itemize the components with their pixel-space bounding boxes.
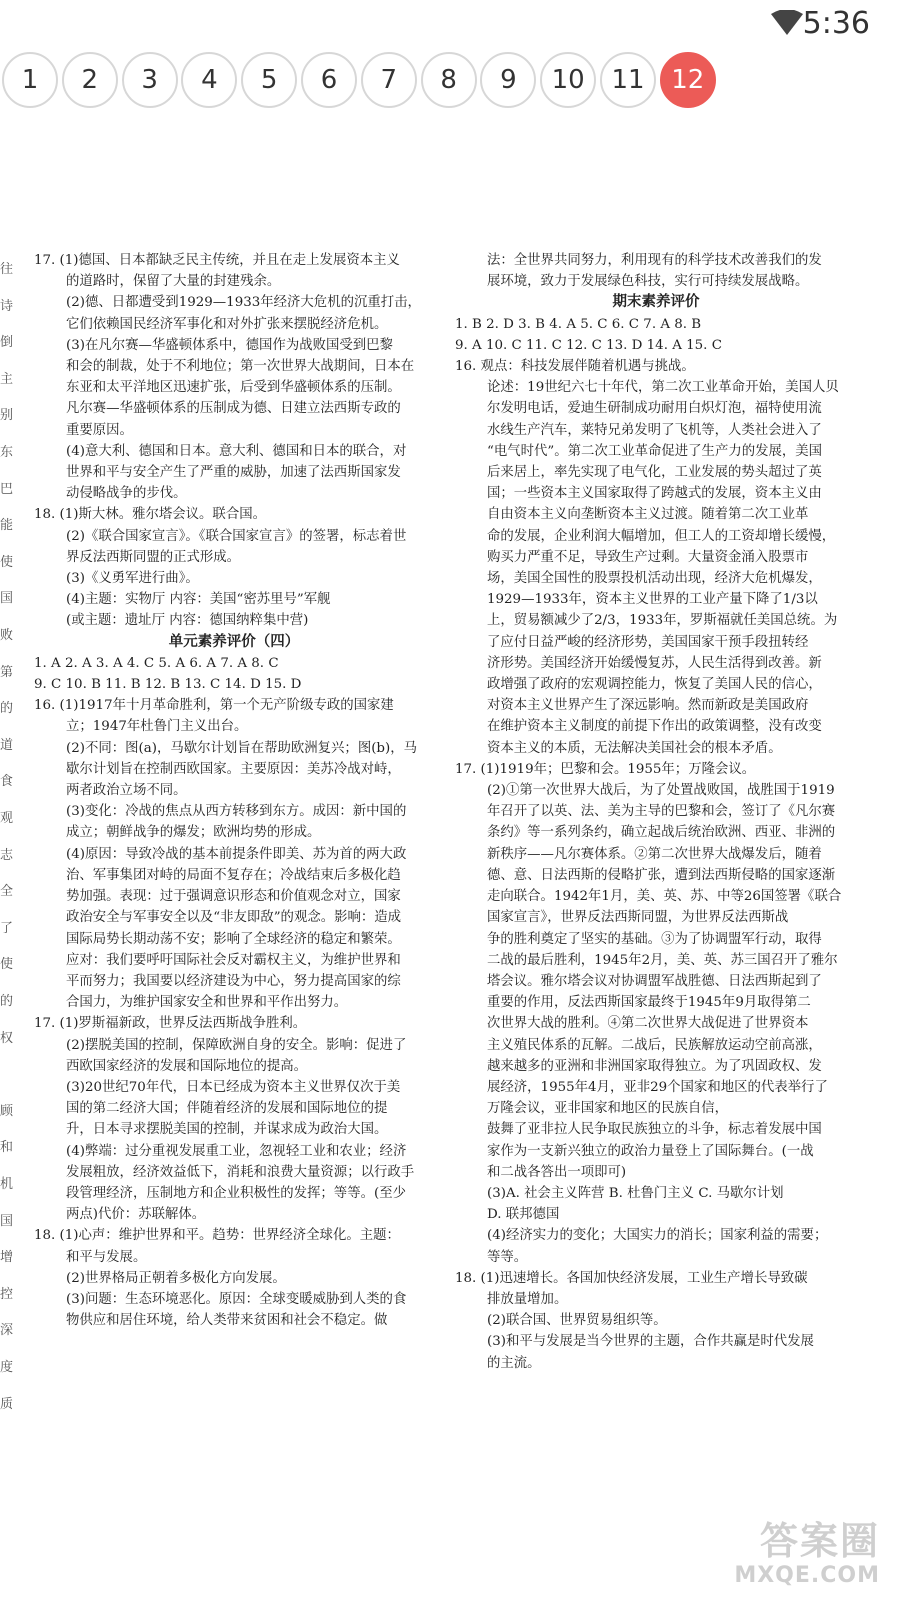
margin-fragment: 的 [0, 701, 14, 717]
text-line: 成立；朝鲜战争的爆发；欧洲均势的形成。 [66, 825, 321, 841]
text-line: 17. (1)1919年；巴黎和会。1955年；万隆会议。 [455, 761, 756, 777]
text-line: 17. (1)德国、日本都缺乏民主传统，并且在走上发展资本主义 [34, 253, 400, 268]
margin-fragment: 国 [0, 1213, 14, 1229]
page-button-2[interactable]: 2 [62, 52, 118, 108]
text-line: 塔会议。雅尔塔会议对协调盟军战胜德、日法西斯起到了 [487, 973, 822, 989]
text-line: (2)联合国、世界贸易组织等。 [487, 1313, 667, 1329]
text-line: 尔发明电话，爱迪生研制成功耐用白炽灯泡，福特使用流 [487, 401, 822, 417]
text-line: 排放量增加。 [487, 1291, 568, 1307]
margin-fragment: 志 [0, 847, 14, 863]
text-line: 国的第二经济大国；伴随着经济的发展和国际地位的提 [66, 1101, 388, 1117]
margin-fragment: 东 [0, 445, 14, 460]
text-line: (4)主题：实物厅 内容：美国“密苏里号”军舰 [66, 592, 331, 608]
text-line: (3)和平与发展是当今世界的主题，合作共赢是时代发展 [487, 1334, 814, 1350]
margin-fragment: 别 [0, 408, 14, 424]
margin-fragment: 使 [0, 957, 14, 973]
margin-fragment: 权 [0, 1030, 14, 1046]
margin-fragment: 深 [0, 1323, 14, 1339]
margin-fragment: 诗 [0, 298, 14, 314]
margin-fragment: 食 [0, 774, 14, 790]
text-line: 1. A 2. A 3. A 4. C 5. A 6. A 7. A 8. C [34, 655, 279, 671]
text-line: 对资本主义世界产生了深远影响。然而新政是美国政府 [487, 698, 809, 714]
page-button-3[interactable]: 3 [122, 52, 178, 108]
text-line: 16. 观点：科技发展伴随着机遇与挑战。 [455, 359, 695, 375]
text-line: 发展粗放，经济效益低下，消耗和浪费大量资源；以行政手 [66, 1164, 415, 1180]
margin-fragment: 顾 [0, 1103, 14, 1119]
text-line: (4)原因：导致冷战的基本前提条件即美、苏为首的两大政 [66, 846, 407, 862]
text-line: 物供应和居住环境，给人类带来贫困和社会不稳定。做 [66, 1313, 388, 1329]
left-column [34, 250, 434, 1331]
text-line: 年召开了以英、法、美为主导的巴黎和会，签订了《凡尔赛 [487, 804, 836, 820]
margin-fragment: 道 [0, 737, 14, 753]
text-line: 条约》等一系列条约，确立起战后统治欧洲、西亚、非洲的 [487, 825, 836, 841]
margin-fragment: 能 [0, 518, 14, 534]
text-line: 政治安全与军事安全以及“非友即敌”的观念。影响：造成 [66, 910, 402, 926]
text-line: 新秩序——凡尔赛体系。②第二次世界大战爆发后，随着 [487, 846, 822, 862]
margin-fragment: 第 [0, 664, 14, 680]
text-line: 鼓舞了亚非拉人民争取民族独立的斗争，标志着发展中国 [487, 1122, 822, 1138]
text-line: 1929—1933年，资本主义世界的工业产量下降了1/3以 [487, 592, 818, 608]
text-line: 重要原因。 [66, 422, 133, 438]
text-line: 两点)代价：苏联解体。 [66, 1207, 206, 1223]
text-line: 西欧国家经济的发展和国际地位的提高。 [66, 1058, 308, 1074]
margin-fragment: 增 [0, 1250, 14, 1266]
text-line: 场，美国全国性的股票投机活动出现，经济大危机爆发， [487, 571, 822, 587]
right-column [455, 250, 857, 1374]
text-line: (3)20世纪70年代，日本已经成为资本主义世界仅次于美 [66, 1079, 401, 1095]
text-line: 合国力，为维护国家安全和世界和平作出努力。 [66, 995, 348, 1011]
text-line: 重要的作用，反法西斯国家最终于1945年9月取得第二 [487, 995, 811, 1011]
text-line: 上，贸易额减少了2/3，1933年，罗斯福就任美国总统。为 [487, 613, 838, 629]
text-line: (3)变化：冷战的焦点从西方转移到东方。成因：新中国的 [66, 804, 407, 820]
text-line: 在维护资本主义制度的前提下作出的政策调整，没有改变 [487, 719, 822, 735]
text-line: 自由资本主义向垄断资本主义过渡。随着第二次工业革 [487, 507, 809, 523]
margin-fragment: 巴 [0, 481, 14, 497]
text-line: 动侵略战争的步伐。 [66, 486, 187, 502]
text-line: 它们依赖国民经济军事化和对外扩张来摆脱经济危机。 [66, 316, 388, 332]
text-line: 展环境，致力于发展绿色科技，实行可持续发展战略。 [487, 274, 809, 290]
page-button-9[interactable]: 9 [480, 52, 536, 108]
wifi-icon [770, 10, 804, 36]
margin-fragment: 往 [0, 262, 14, 277]
text-line: 济形势。美国经济开始缓慢复苏，人民生活得到改善。新 [487, 655, 822, 671]
status-bar [0, 0, 900, 48]
text-line: 争的胜利奠定了坚实的基础。③为了协调盟军行动，取得 [487, 931, 822, 947]
text-line: (2)《联合国家宣言》。《联合国家宣言》的签署，标志着世 [66, 528, 407, 544]
text-line: (4)意大利、德国和日本。意大利、德国和日本的联合，对 [66, 443, 407, 459]
answer-document-image [0, 250, 900, 1600]
text-line: (或主题：遗址厅 内容：德国纳粹集中营) [66, 613, 309, 629]
text-line: (3)《义勇军进行曲》。 [66, 571, 199, 587]
text-line: 国；一些资本主义国家取得了跨越式的发展，资本主义由 [487, 486, 822, 502]
text-line: 9. C 10. B 11. B 12. B 13. C 14. D 15. D [34, 677, 302, 693]
margin-fragment: 和 [0, 1140, 14, 1156]
text-line: 和平与发展。 [66, 1249, 147, 1265]
page-navigation [0, 50, 900, 112]
text-line: 资本主义的本质，无法解决美国社会的根本矛盾。 [487, 740, 782, 756]
page-button-10[interactable]: 10 [540, 52, 596, 108]
text-line: (3)在凡尔赛—华盛顿体系中，德国作为战败国受到巴黎 [66, 337, 393, 353]
margin-fragment: 机 [0, 1177, 14, 1192]
margin-fragment: 使 [0, 554, 14, 570]
text-line: “电气时代”。第二次工业革命促进了生产力的发展，美国 [487, 443, 823, 459]
text-line: 论述：19世纪六七十年代，第二次工业革命开始，美国人贝 [487, 380, 839, 396]
text-line: 万隆会议，亚非国家和地区的民族自信， [487, 1101, 729, 1117]
text-line: 歇尔计划旨在控制西欧国家。主要原因：美苏冷战对峙， [66, 761, 401, 777]
text-line: 段管理经济，压制地方和企业积极性的发挥；等等。(至少 [66, 1185, 406, 1201]
text-line: (2)世界格局正朝着多极化方向发展。 [66, 1270, 286, 1286]
text-line: 家作为一支新兴独立的政治力量登上了国际舞台。(一战 [487, 1143, 814, 1159]
text-line: 的主流。 [487, 1355, 541, 1371]
text-line: 主义殖民体系的瓦解。二战后，民族解放运动空前高涨， [487, 1037, 822, 1053]
page-button-6[interactable]: 6 [301, 52, 357, 108]
text-line: 国家宣言》，世界反法西斯同盟，为世界反法西斯战 [487, 910, 789, 926]
text-line: 了应付日益严峻的经济形势，美国国家干预手段扭转经 [487, 634, 809, 650]
page-button-4[interactable]: 4 [181, 52, 237, 108]
text-line: 平而努力；我国要以经济建设为中心，努力提高国家的综 [66, 973, 401, 989]
margin-fragment: 倒 [0, 335, 14, 351]
text-line: 德、意、日法西斯的侵略扩张，遭到法西斯侵略的国家逐渐 [487, 867, 836, 883]
text-line: 国际局势长期动荡不安；影响了全球经济的稳定和繁荣。 [66, 931, 401, 947]
page-button-5[interactable]: 5 [241, 52, 297, 108]
text-line: 凡尔赛—华盛顿体系的压制成为德、日建立法西斯专政的 [66, 401, 401, 417]
text-line: (3)A. 社会主义阵营 B. 杜鲁门主义 C. 马歇尔计划 [487, 1185, 784, 1201]
text-line: 后来居上，率先实现了电气化，工业发展的势头超过了英 [487, 465, 822, 481]
status-time: 5:36 [802, 6, 870, 41]
text-line: 两者政治立场不同。 [66, 783, 187, 799]
text-line: (4)弊端：过分重视发展重工业，忽视轻工业和农业；经济 [66, 1143, 407, 1159]
text-line: 法：全世界共同努力，利用现有的科学技术改善我们的发 [487, 253, 822, 268]
margin-fragment: 观 [0, 811, 14, 826]
text-line: 展经济，1955年4月，亚非29个国家和地区的代表举行了 [487, 1079, 828, 1095]
text-line: 和二战各答出一项即可) [487, 1164, 627, 1180]
margin-fragment: 度 [0, 1360, 14, 1375]
text-line: 18. (1)心声：维护世界和平。趋势：世界经济全球化。主题： [34, 1228, 400, 1244]
page-button-12[interactable]: 12 [660, 52, 716, 108]
watermark-url: MXQE.COM [734, 1563, 880, 1588]
text-line: 的道路时，保留了大量的封建残余。 [66, 274, 281, 290]
text-line: 水线生产汽车，莱特兄弟发明了飞机等，人类社会进入了 [487, 422, 822, 438]
text-line: (4)经济实力的变化；大国实力的消长；国家利益的需要； [487, 1228, 828, 1244]
text-line: 政增强了政府的宏观调控能力，恢复了美国人民的信心， [487, 677, 822, 693]
text-line: 等等。 [487, 1249, 528, 1265]
section-heading: 期末素养评价 [612, 294, 700, 311]
text-line: 16. (1)1917年十月革命胜利，第一个无产阶级专政的国家建 [34, 698, 394, 714]
text-line: 治、军事集团对峙的局面不复存在；冷战结束后多极化趋 [66, 867, 401, 883]
text-line: 次世界大战的胜利。④第二次世界大战促进了世界资本 [487, 1016, 809, 1032]
text-line: 升，日本寻求摆脱美国的控制，并谋求成为政治大国。 [66, 1122, 388, 1138]
text-line: 立；1947年杜鲁门主义出台。 [66, 719, 248, 735]
text-line: 越来越多的亚洲和非洲国家取得独立。为了巩固政权、发 [487, 1058, 822, 1074]
margin-fragment: 全 [0, 884, 14, 900]
section-heading: 单元素养评价（四） [168, 633, 300, 650]
text-line: 东亚和太平洋地区迅速扩张，后受到华盛顿体系的压制。 [66, 380, 401, 396]
page-button-7[interactable]: 7 [361, 52, 417, 108]
margin-fragment: 了 [0, 920, 14, 936]
text-line: (2)①第一次世界大战后，为了处置战败国，战胜国于1919 [487, 783, 835, 799]
text-line: (2)摆脱美国的控制，保障欧洲自身的安全。影响：促进了 [66, 1037, 407, 1053]
watermark [700, 1510, 880, 1588]
text-line: 势加强。表现：过于强调意识形态和价值观念对立，国家 [66, 889, 401, 905]
text-line: 18. (1)斯大林。雅尔塔会议。联合国。 [34, 507, 266, 523]
watermark-logo: 答案圈 [759, 1519, 880, 1563]
margin-fragment: 主 [0, 371, 14, 387]
text-line: 走向联合。1942年1月，美、英、苏、中等26国签署《联合 [487, 889, 842, 905]
margin-fragment: 败 [0, 628, 14, 643]
page-button-8[interactable]: 8 [421, 52, 477, 108]
text-line: 17. (1)罗斯福新政，世界反法西斯战争胜利。 [34, 1016, 307, 1032]
margin-fragment: 质 [0, 1396, 14, 1412]
text-line: 命的发展，企业利润大幅增加，但工人的工资却增长缓慢， [487, 528, 836, 544]
text-line: (2)德、日都遭受到1929—1933年经济大危机的沉重打击， [66, 295, 421, 311]
text-line: (2)不同：图(a)，马歇尔计划旨在帮助欧洲复兴；图(b)，马 [66, 740, 418, 756]
text-line: 9. A 10. C 11. C 12. C 13. D 14. A 15. C [455, 337, 722, 353]
text-line: 界反法西斯同盟的正式形成。 [66, 549, 241, 565]
text-line: (3)问题：生态环境恶化。原因：全球变暖威胁到人类的食 [66, 1291, 407, 1307]
margin-fragment: 国 [0, 591, 14, 607]
text-line: 和会的制裁，处于不利地位；第一次世界大战期间，日本在 [66, 359, 415, 375]
text-line: 购买力严重不足，导致生产过剩。大量资金涌入股票市 [487, 549, 809, 565]
page-button-11[interactable]: 11 [600, 52, 656, 108]
text-line: 应对：我们要呼吁国际社会反对霸权主义，为维护世界和 [66, 952, 401, 968]
text-line: 世界和平与安全产生了严重的威胁，加速了法西斯国家发 [66, 465, 401, 481]
text-line: 18. (1)迅速增长。各国加快经济发展，工业生产增长导致碳 [455, 1270, 808, 1286]
text-line: D. 联邦德国 [487, 1207, 560, 1223]
text-line: 二战的最后胜利，1945年2月，美、英、苏三国召开了雅尔 [487, 952, 838, 968]
text-line: 1. B 2. D 3. B 4. A 5. C 6. C 7. A 8. B [455, 316, 702, 332]
margin-fragment: 的 [0, 994, 14, 1009]
margin-fragment: 控 [0, 1286, 14, 1302]
page-button-1[interactable]: 1 [2, 52, 58, 108]
